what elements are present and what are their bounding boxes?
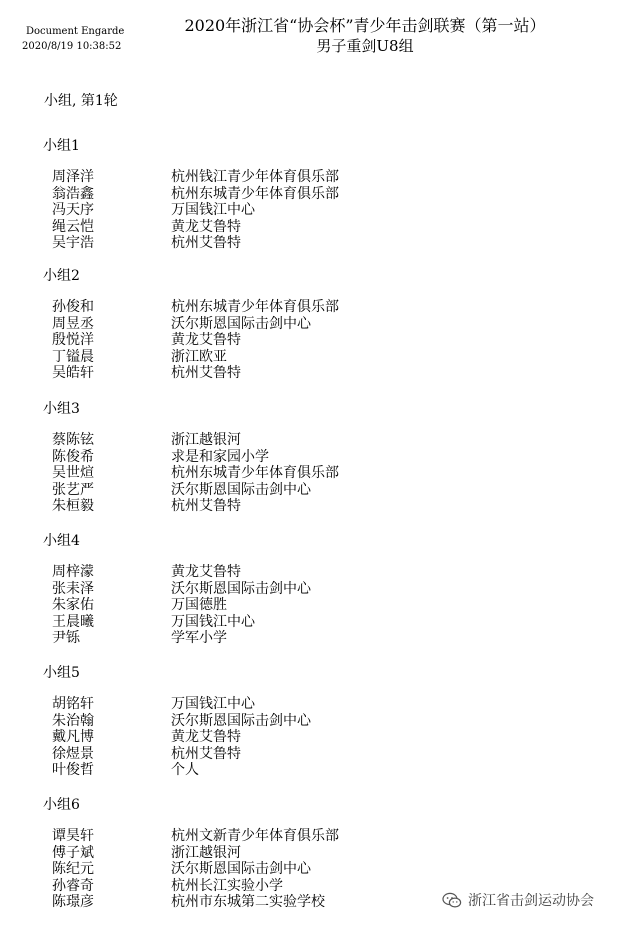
- fencer-club: 杭州东城青少年体育俱乐部: [171, 299, 339, 315]
- fencer-club: 万国钱江中心: [171, 696, 255, 712]
- fencer-club: 浙江越银河: [171, 844, 241, 861]
- fencer-row: [0, 186, 625, 203]
- fencer-club: 沃尔斯恩国际击剑中心: [171, 315, 311, 332]
- fencer-club: 个人: [171, 762, 199, 779]
- fencer-club: 杭州艾鲁特: [171, 235, 241, 252]
- fencer-row: [0, 482, 625, 499]
- fencer-name: 徐煜景: [52, 745, 94, 762]
- group-title: 小组4: [43, 533, 80, 549]
- fencer-club: 杭州长江实验小学: [171, 877, 283, 894]
- fencer-name: 绳云恺: [52, 218, 94, 235]
- fencer-name: 傅子斌: [52, 844, 94, 861]
- fencer-club: 浙江欧亚: [171, 348, 227, 365]
- fencer-name: 朱家佑: [52, 597, 94, 614]
- fencer-name: 陈俊希: [52, 448, 94, 465]
- fencer-row: [0, 762, 625, 779]
- fencer-name: 吴世煊: [52, 465, 94, 482]
- group-title: 小组6: [43, 797, 80, 813]
- group-title: 小组2: [43, 268, 80, 284]
- fencer-row: [0, 746, 625, 763]
- document-source: Document Engarde: [26, 26, 125, 37]
- fencer-name: 陈璟彦: [52, 894, 94, 911]
- fencer-club: 沃尔斯恩国际击剑中心: [171, 861, 311, 878]
- fencer-club: 万国钱江中心: [171, 613, 255, 630]
- fencer-name: 尹铄: [52, 630, 80, 647]
- fencer-name: 张耒泽: [52, 580, 94, 597]
- fencer-name: 孙俊和: [52, 299, 94, 315]
- fencer-row: [0, 696, 625, 713]
- fencer-club: 求是和家园小学: [171, 448, 269, 465]
- fencer-row: [0, 169, 625, 186]
- fencer-club: 万国德胜: [171, 597, 227, 614]
- fencer-name: 张艺严: [52, 481, 94, 498]
- fencer-row: [0, 713, 625, 730]
- fencer-name: 吴宇浩: [52, 235, 94, 252]
- fencer-row: [0, 449, 625, 466]
- fencer-name: 陈纪元: [52, 861, 94, 878]
- watermark: [442, 890, 594, 910]
- fencer-row: [0, 465, 625, 482]
- fencer-club: 杭州东城青少年体育俱乐部: [171, 185, 339, 202]
- fencer-row: [0, 202, 625, 219]
- fencer-row: [0, 349, 625, 366]
- fencer-club: 黄龙艾鲁特: [171, 332, 241, 349]
- fencer-club: 学军小学: [171, 630, 227, 647]
- fencer-name: 孙睿奇: [52, 877, 94, 894]
- fencer-row: [0, 332, 625, 349]
- document-subtitle: 男子重剑U8组: [316, 37, 414, 55]
- fencer-name: 叶俊哲: [52, 762, 94, 779]
- watermark-text: 浙江省击剑运动协会: [468, 893, 594, 909]
- group-title: 小组1: [43, 138, 80, 154]
- fencer-row: [0, 630, 625, 647]
- fencer-club: 杭州钱江青少年体育俱乐部: [171, 169, 339, 185]
- fencer-row: [0, 316, 625, 333]
- fencer-club: 浙江越银河: [171, 432, 241, 448]
- fencer-name: 周泽洋: [52, 169, 94, 185]
- fencer-club: 沃尔斯恩国际击剑中心: [171, 481, 311, 498]
- fencer-club: 黄龙艾鲁特: [171, 218, 241, 235]
- fencer-name: 胡铭轩: [52, 696, 94, 712]
- fencer-name: 周昱丞: [52, 315, 94, 332]
- round-label: 小组, 第1轮: [44, 93, 118, 109]
- fencer-name: 王晨曦: [52, 613, 94, 630]
- fencer-row: [0, 235, 625, 252]
- fencer-row: [0, 299, 625, 316]
- fencer-club: 杭州东城青少年体育俱乐部: [171, 465, 339, 482]
- group-title: 小组5: [43, 665, 80, 681]
- fencer-name: 朱桓毅: [52, 498, 94, 515]
- fencer-club: 沃尔斯恩国际击剑中心: [171, 580, 311, 597]
- group-title: 小组3: [43, 401, 80, 417]
- fencer-name: 冯天序: [52, 202, 94, 219]
- fencer-row: [0, 729, 625, 746]
- fencer-club: 杭州艾鲁特: [171, 745, 241, 762]
- fencer-club: 杭州市东城第二实验学校: [171, 894, 325, 911]
- fencer-row: [0, 432, 625, 449]
- fencer-club: 杭州文新青少年体育俱乐部: [171, 828, 339, 844]
- wechat-icon: [442, 892, 462, 909]
- fencer-name: 朱治翰: [52, 712, 94, 729]
- fencer-row: [0, 219, 625, 236]
- fencer-row: [0, 498, 625, 515]
- fencer-club: 万国钱江中心: [171, 202, 255, 219]
- fencer-row: [0, 365, 625, 382]
- fencer-name: 殷悦洋: [52, 332, 94, 349]
- fencer-club: 杭州艾鲁特: [171, 365, 241, 382]
- fencer-club: 沃尔斯恩国际击剑中心: [171, 712, 311, 729]
- fencer-row: [0, 597, 625, 614]
- fencer-name: 周梓濛: [52, 564, 94, 580]
- document-title: 2020年浙江省“协会杯”青少年击剑联赛（第一站）: [184, 16, 546, 35]
- document-source-block: [22, 24, 125, 54]
- fencer-name: 翁浩鑫: [52, 185, 94, 202]
- fencer-name: 蔡陈铉: [52, 432, 94, 448]
- fencer-name: 戴凡博: [52, 729, 94, 746]
- fencer-row: [0, 614, 625, 631]
- fencer-row: [0, 828, 625, 845]
- fencer-row: [0, 564, 625, 581]
- fencer-club: 黄龙艾鲁特: [171, 564, 241, 580]
- fencer-name: 丁镒晨: [52, 348, 94, 365]
- fencer-row: [0, 861, 625, 878]
- fencer-club: 黄龙艾鲁特: [171, 729, 241, 746]
- document-title-block: [150, 15, 580, 56]
- fencer-club: 杭州艾鲁特: [171, 498, 241, 515]
- document-datetime: 2020/8/19 10:38:52: [22, 41, 122, 52]
- fencer-row: [0, 581, 625, 598]
- fencer-name: 吴皓轩: [52, 365, 94, 382]
- fencer-row: [0, 845, 625, 862]
- fencer-name: 谭昊轩: [52, 828, 94, 844]
